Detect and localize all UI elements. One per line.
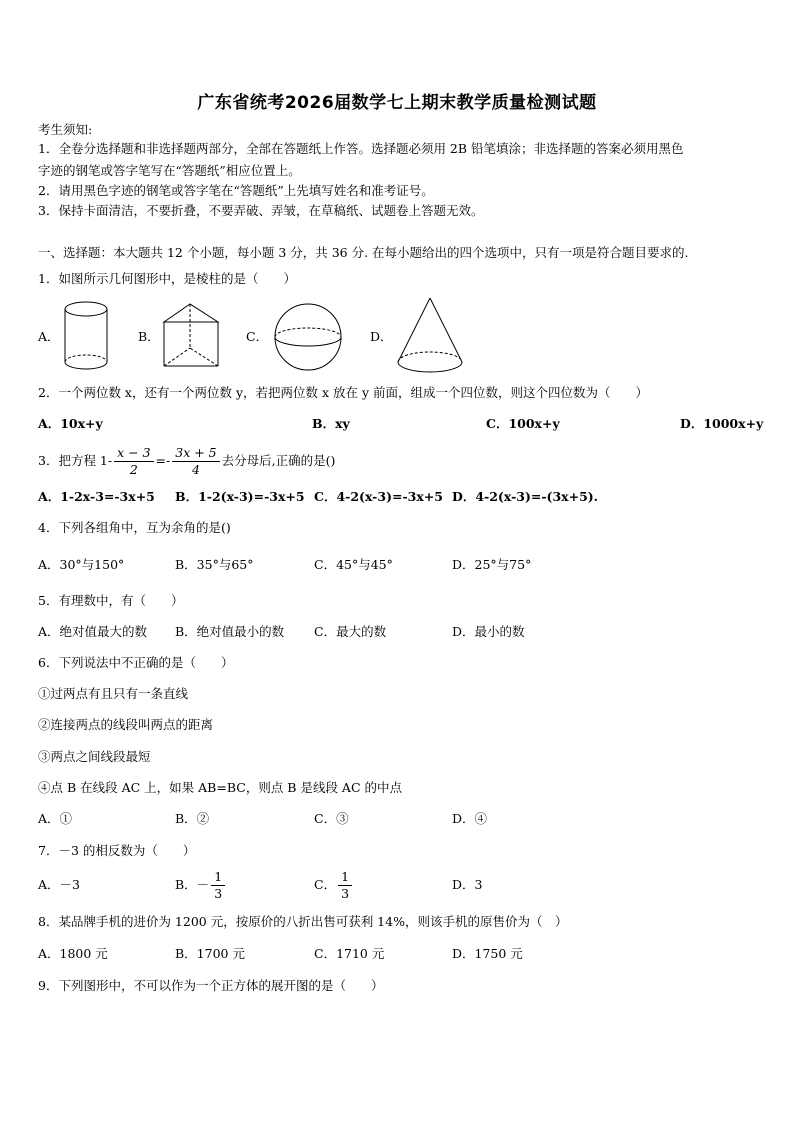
notice-item-3: 3．保持卡面清洁，不要折叠，不要弄破、弄皱，在草稿纸、试题卷上答题无效。 xyxy=(38,203,484,218)
sphere-icon xyxy=(272,302,344,372)
q5-option-c: C．最大的数 xyxy=(314,624,387,639)
q2-stem: 2．一个两位数 x，还有一个两位数 y，若把两位数 x 放在 y 前面，组成一个四位数，则这个四位数为（ ） xyxy=(38,385,649,400)
q3-fraction-2 xyxy=(172,445,219,478)
q8-option-d: D．1750 元 xyxy=(452,946,523,961)
q3-option-c: C．4-2(x-3)=-3x+5 xyxy=(314,489,443,504)
q1-option-b-label: B． xyxy=(138,329,160,344)
q1-option-c-label: C． xyxy=(246,329,269,344)
q5-option-a: A．绝对值最大的数 xyxy=(38,624,148,639)
q7-option-c-prefix: C． xyxy=(314,877,337,892)
q4-stem: 4．下列各组角中，互为余角的是() xyxy=(38,520,231,535)
q5-option-d: D．最小的数 xyxy=(452,624,525,639)
q3-fraction-1 xyxy=(114,445,153,478)
q3-prefix: 3．把方程 1- xyxy=(38,453,113,468)
cylinder-icon xyxy=(62,300,110,372)
q3-suffix: 去分母后,正确的是() xyxy=(221,453,336,468)
notice-heading: 考生须知: xyxy=(38,122,93,137)
q9-stem: 9．下列图形中，不可以作为一个正方体的展开图的是（ ） xyxy=(38,978,384,993)
q6-statement-2: ②连接两点的线段叫两点的距离 xyxy=(38,717,214,732)
q7-option-c-num: 1 xyxy=(338,869,352,886)
q5-stem: 5．有理数中，有（ ） xyxy=(38,593,184,608)
q6-option-d: D．④ xyxy=(452,811,488,826)
q8-stem: 8．某品牌手机的进价为 1200 元，按原价的八折出售可获利 14%，则该手机的原售价为（ ） xyxy=(38,914,568,929)
q1-option-d-label: D． xyxy=(370,329,393,344)
q7-option-a: A．－3 xyxy=(38,877,80,892)
q6-statement-1: ①过两点有且只有一条直线 xyxy=(38,686,189,701)
q7-option-c-fraction xyxy=(338,869,352,902)
q3-fraction-1-num: x − 3 xyxy=(114,445,153,462)
notice-item-1-cont: 字迹的钢笔或答字笔写在“答题纸”相应位置上。 xyxy=(38,163,301,178)
q6-statement-3: ③两点之间线段最短 xyxy=(38,749,151,764)
q6-stem: 6．下列说法中不正确的是（ ） xyxy=(38,655,234,670)
q1-stem: 1．如图所示几何图形中，是棱柱的是（ ） xyxy=(38,271,296,286)
q6-option-b: B．② xyxy=(175,811,210,826)
q7-option-b-fraction xyxy=(211,869,225,902)
q7-option-d: D．3 xyxy=(452,877,483,892)
q8-option-a: A．1800 元 xyxy=(38,946,108,961)
q2-option-d: D．1000x+y xyxy=(680,416,764,431)
q3-option-b: B．1-2(x-3)=-3x+5 xyxy=(175,489,305,504)
q8-option-c: C．1710 元 xyxy=(314,946,385,961)
section-heading: 一、选择题：本大题共 12 个小题，每小题 3 分，共 36 分. 在每小题给出的四个选项中，只有一项是符合题目要求的. xyxy=(38,245,689,260)
q2-option-a: A．10x+y xyxy=(38,416,103,431)
q2-option-b: B．xy xyxy=(312,416,350,431)
q4-option-d: D．25°与75° xyxy=(452,557,532,572)
triangular-prism-icon xyxy=(160,300,224,370)
cone-icon xyxy=(395,296,465,376)
q6-statement-4: ④点 B 在线段 AC 上，如果 AB=BC，则点 B 是线段 AC 的中点 xyxy=(38,780,402,795)
q7-option-c-den: 3 xyxy=(341,886,350,901)
q7-option-b-den: 3 xyxy=(214,886,223,901)
q7-option-c xyxy=(314,868,354,902)
q7-stem: 7．－3 的相反数为（ ） xyxy=(38,843,196,858)
q3-fraction-1-den: 2 xyxy=(129,462,138,477)
page-title: 广东省统考2026届数学七上期末教学质量检测试题 xyxy=(197,93,597,113)
q4-option-c: C．45°与45° xyxy=(314,557,393,572)
q3-option-a: A．1-2x-3=-3x+5 xyxy=(38,489,155,504)
q7-option-b-prefix: B．－ xyxy=(175,877,210,892)
q3-stem xyxy=(38,443,335,479)
q8-option-b: B．1700 元 xyxy=(175,946,245,961)
q6-option-c: C．③ xyxy=(314,811,349,826)
q1-option-a-label: A． xyxy=(38,329,60,344)
q4-option-b: B．35°与65° xyxy=(175,557,254,572)
q4-option-a: A．30°与150° xyxy=(38,557,125,572)
q7-option-b-num: 1 xyxy=(211,869,225,886)
q3-fraction-2-num: 3x + 5 xyxy=(172,445,219,462)
q3-option-d: D．4-2(x-3)=-(3x+5). xyxy=(452,489,599,504)
q6-option-a: A．① xyxy=(38,811,73,826)
q3-mid: =- xyxy=(155,453,171,468)
q3-fraction-2-den: 4 xyxy=(191,462,200,477)
notice-item-2: 2．请用黑色字迹的钢笔或答字笔在“答题纸”上先填写姓名和准考证号。 xyxy=(38,183,434,198)
q5-option-b: B．绝对值最小的数 xyxy=(175,624,285,639)
q7-option-b xyxy=(175,868,227,902)
notice-item-1: 1．全卷分选择题和非选择题两部分，全部在答题纸上作答。选择题必须用 2B 铅笔填涂；非选择题的答案必须用黑色 xyxy=(38,141,684,156)
q2-option-c: C．100x+y xyxy=(486,416,560,431)
